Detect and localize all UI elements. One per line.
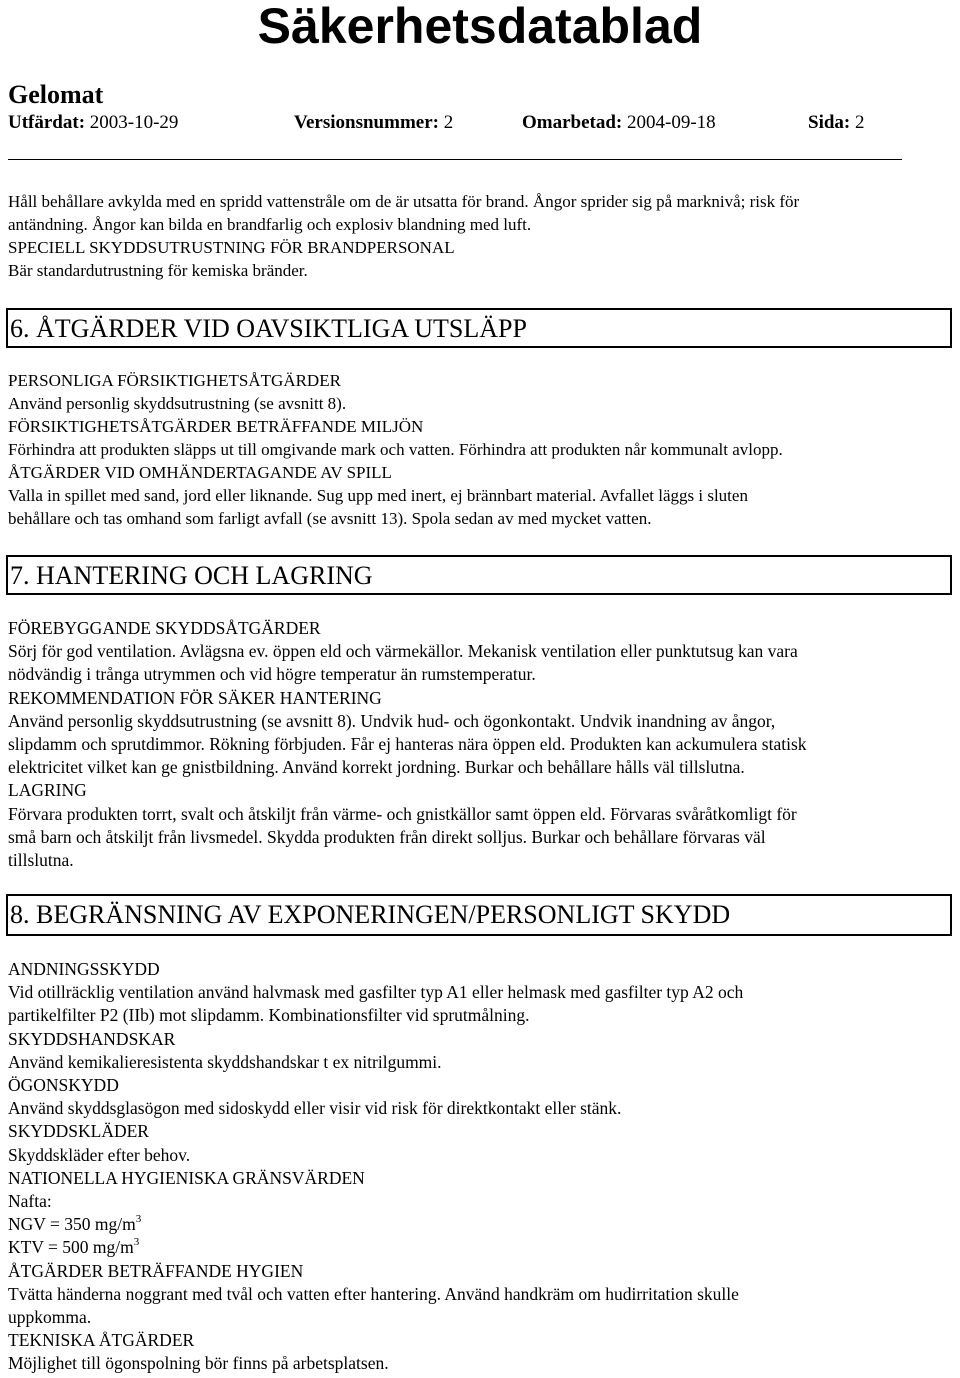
- subheading: NATIONELLA HYGIENISKA GRÄNSVÄRDEN: [8, 1167, 365, 1188]
- ngv-exponent: 3: [135, 1213, 142, 1226]
- subheading: REKOMMENDATION FÖR SÄKER HANTERING: [8, 687, 382, 708]
- subheading: ANDNINGSSKYDD: [8, 959, 160, 979]
- intro-block: [8, 190, 953, 282]
- subheading: SKYDDSKLÄDER: [8, 1121, 149, 1142]
- section-7-body: [8, 617, 953, 872]
- intro-line: Håll behållare avkylda med en spridd vattenstråle om de är utsatta för brand. Ångor sprider sig på marknivå; risk för: [8, 192, 800, 211]
- subheading: ÖGONSKYDD: [8, 1075, 119, 1096]
- document-title: Säkerhetsdatablad: [257, 0, 703, 54]
- paragraph-line: Använd personlig skyddsutrustning (se avsnitt 8). Undvik hud- och ögonkontakt. Undvik inandning av ångor,: [8, 710, 776, 731]
- version-label: Versionsnummer:: [294, 112, 439, 133]
- issued-value: 2003-10-29: [89, 112, 179, 133]
- product-name: Gelomat: [8, 80, 104, 109]
- paragraph-line: nödvändig i trånga utrymmen och vid högre temperatur än rumstemperatur.: [8, 664, 536, 685]
- paragraph-line: Förvara produkten torrt, svalt och åtskiljt från värme- och gnistkällor samt öppen eld. Förvaras svåråtkomligt för: [8, 803, 797, 824]
- paragraph-line: tillslutna.: [8, 850, 74, 871]
- paragraph-line: uppkomma.: [8, 1307, 92, 1328]
- page-value: 2: [855, 112, 865, 133]
- intro-line: antändning. Ångor kan bilda en brandfarlig och explosiv blandning med luft.: [8, 215, 532, 234]
- substance-label: Nafta:: [8, 1191, 52, 1212]
- paragraph-line: Möjlighet till ögonspolning bör finns på arbetsplatsen.: [8, 1353, 389, 1374]
- ngv-text: NGV = 350 mg/m: [8, 1214, 136, 1235]
- section-6-body: [8, 369, 953, 530]
- paragraph-line: Sörj för god ventilation. Avlägsna ev. öppen eld och värmekällor. Mekanisk ventilation eller punktutsug kan vara: [8, 641, 798, 662]
- page-number: [808, 111, 865, 135]
- header-divider: [8, 159, 902, 160]
- paragraph-line: elektricitet vilket kan ge gnistbildning. Använd korrekt jordning. Burkar och behållare hålls väl tillslutna.: [8, 757, 745, 778]
- paragraph-line: behållare och tas omhand som farligt avfall (se avsnitt 13). Spola sedan av med mycket vatten.: [8, 509, 652, 528]
- subheading: ÅTGÄRDER BETRÄFFANDE HYGIEN: [8, 1260, 304, 1281]
- section-6-heading: 6. ÅTGÄRDER VID OAVSIKTLIGA UTSLÄPP: [6, 308, 952, 348]
- revised-value: 2004-09-18: [627, 112, 716, 133]
- page-label: Sida:: [808, 112, 851, 133]
- paragraph-line: Vid otillräcklig ventilation använd halvmask med gasfilter typ A1 eller helmask med gasfilter typ A2 och: [8, 982, 744, 1003]
- paragraph-line: Använd kemikalieresistenta skyddshandskar t ex nitrilgummi.: [8, 1051, 442, 1072]
- ktv-text: KTV = 500 mg/m: [8, 1237, 134, 1258]
- subheading: FÖRSIKTIGHETSÅTGÄRDER BETRÄFFANDE MILJÖN: [8, 417, 424, 436]
- ngv-value: [8, 1213, 953, 1236]
- paragraph-line: Tvätta händerna noggrant med tvål och vatten efter hantering. Använd handkräm om hudirritation skulle: [8, 1283, 739, 1304]
- subheading: ÅTGÄRDER VID OMHÄNDERTAGANDE AV SPILL: [8, 463, 392, 482]
- section-8-body: [8, 958, 953, 1376]
- section-7-heading: 7. HANTERING OCH LAGRING: [6, 555, 952, 595]
- subheading: FÖREBYGGANDE SKYDDSÅTGÄRDER: [8, 618, 321, 638]
- version-value: 2: [443, 112, 454, 133]
- paragraph-line: Skyddskläder efter behov.: [8, 1144, 191, 1165]
- paragraph-line: Använd skyddsglasögon med sidoskydd eller visir vid risk för direktkontakt eller stänk.: [8, 1098, 622, 1119]
- revised-label: Omarbetad:: [522, 112, 623, 133]
- paragraph-line: små barn och åtskiljt från livsmedel. Skydda produkten från direkt solljus. Burkar och behållare förvaras väl: [8, 826, 766, 847]
- issued-label: Utfärdat:: [8, 112, 86, 133]
- paragraph-line: slipdamm och sprutdimmor. Rökning förbjuden. Får ej hanteras nära öppen eld. Produkten kan ackumulera statisk: [8, 734, 807, 755]
- version-number: [294, 111, 453, 135]
- ktv-value: [8, 1236, 953, 1259]
- paragraph-line: Förhindra att produkten släpps ut till omgivande mark och vatten. Förhindra att produkten når kommunalt avlopp.: [8, 440, 783, 459]
- paragraph-line: partikelfilter P2 (IIb) mot slipdamm. Kombinationsfilter vid sprutmålning.: [8, 1005, 530, 1026]
- section-8-heading: 8. BEGRÄNSNING AV EXPONERINGEN/PERSONLIGT SKYDD: [6, 894, 952, 936]
- revised-date: [522, 111, 716, 135]
- subheading-fire-equipment: SPECIELL SKYDDSUTRUSTNING FÖR BRANDPERSONAL: [8, 238, 455, 257]
- subheading: SKYDDSHANDSKAR: [8, 1028, 176, 1049]
- subheading: LAGRING: [8, 780, 87, 801]
- subheading: TEKNISKA ÅTGÄRDER: [8, 1330, 195, 1351]
- intro-text: Bär standardutrustning för kemiska bränder.: [8, 261, 308, 280]
- paragraph-line: Använd personlig skyddsutrustning (se avsnitt 8).: [8, 394, 347, 413]
- issued-date: [8, 111, 178, 135]
- paragraph-line: Valla in spillet med sand, jord eller liknande. Sug upp med inert, ej brännbart material. Avfallet läggs i sluten: [8, 486, 748, 505]
- subheading: PERSONLIGA FÖRSIKTIGHETSÅTGÄRDER: [8, 371, 341, 390]
- ktv-exponent: 3: [133, 1236, 140, 1249]
